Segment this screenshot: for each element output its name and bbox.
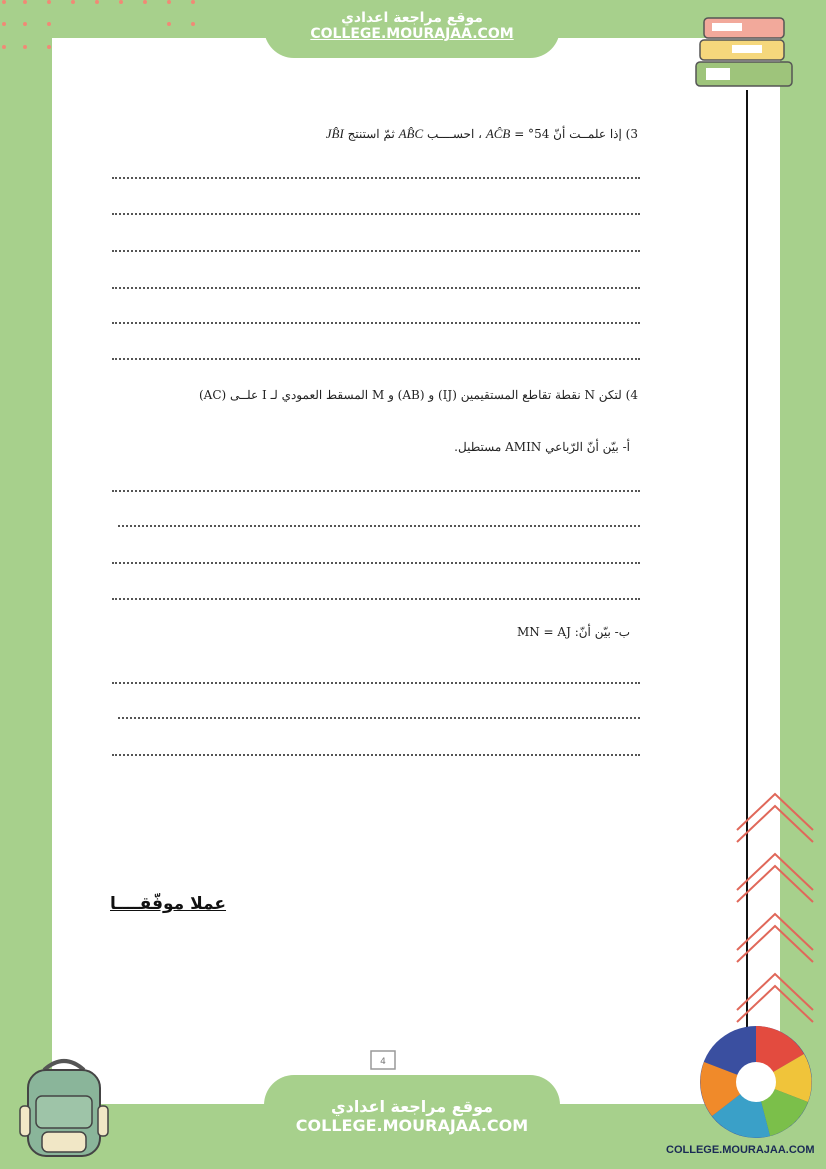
question-3-given: AĈB [485,126,511,141]
site-url[interactable]: COLLEGE.MOURAJAA.COM [310,26,514,42]
answer-line[interactable] [112,598,640,600]
question-3-deduce: JB̂I [325,126,344,141]
answer-line[interactable] [112,250,640,252]
question-3-text: إذا علمــت أنّ 54° = [510,127,622,141]
footer-site-name-ar: موقع مراجعة اعدادي [330,1097,494,1116]
answer-line[interactable] [112,322,640,324]
question-3-text3: ثمّ استنتج [343,127,395,141]
worksheet-page [52,38,780,1104]
question-4-number: 4) [625,388,638,402]
education-wheel-logo [694,1020,818,1144]
question-4a-text: بيّن أنّ الرّباعي AMIN مستطيل. [454,440,619,454]
question-3-compute: AB̂C [398,126,424,141]
answer-line[interactable] [112,287,640,289]
question-4b-text: بيّن أنّ: MN = AJ [516,625,611,639]
answer-line[interactable] [112,358,640,360]
svg-text:4: 4 [380,1057,386,1067]
question-3 [326,126,638,142]
question-4a [454,440,630,454]
question-4-text: لتكن N نقطة تقاطع المستقيمين (IJ) و (AB) و M المسقط العمودي لـ I علــى (AC) [198,388,622,402]
question-3-text2: ، احســــب [423,127,482,141]
answer-line[interactable] [112,490,640,492]
question-4 [199,388,638,402]
chevron-up-icon [733,790,817,1030]
brand-logo-text: COLLEGE.MOURAJAA.COM [666,1144,815,1156]
footer-site-url[interactable]: COLLEGE.MOURAJAA.COM [295,1116,529,1135]
site-name-ar: موقع مراجعة اعدادي [341,10,483,26]
answer-line[interactable] [112,682,640,684]
answer-line[interactable] [112,177,640,179]
answer-line[interactable] [112,213,640,215]
page-number-mark [368,1048,398,1072]
books-stack-icon [692,12,802,94]
answer-line[interactable] [118,717,640,719]
question-4b-label: ب- [614,625,630,639]
answer-line[interactable] [112,754,640,756]
footer-tab [264,1075,560,1169]
backpack-icon [14,1056,114,1160]
answer-line[interactable] [118,525,640,527]
answer-line[interactable] [112,562,640,564]
header-tab [264,0,560,58]
question-4b [517,625,630,639]
closing-text: عملا موفّقــــا [110,894,227,914]
question-3-number: 3) [625,127,638,141]
question-4a-label: أ- [622,440,630,454]
